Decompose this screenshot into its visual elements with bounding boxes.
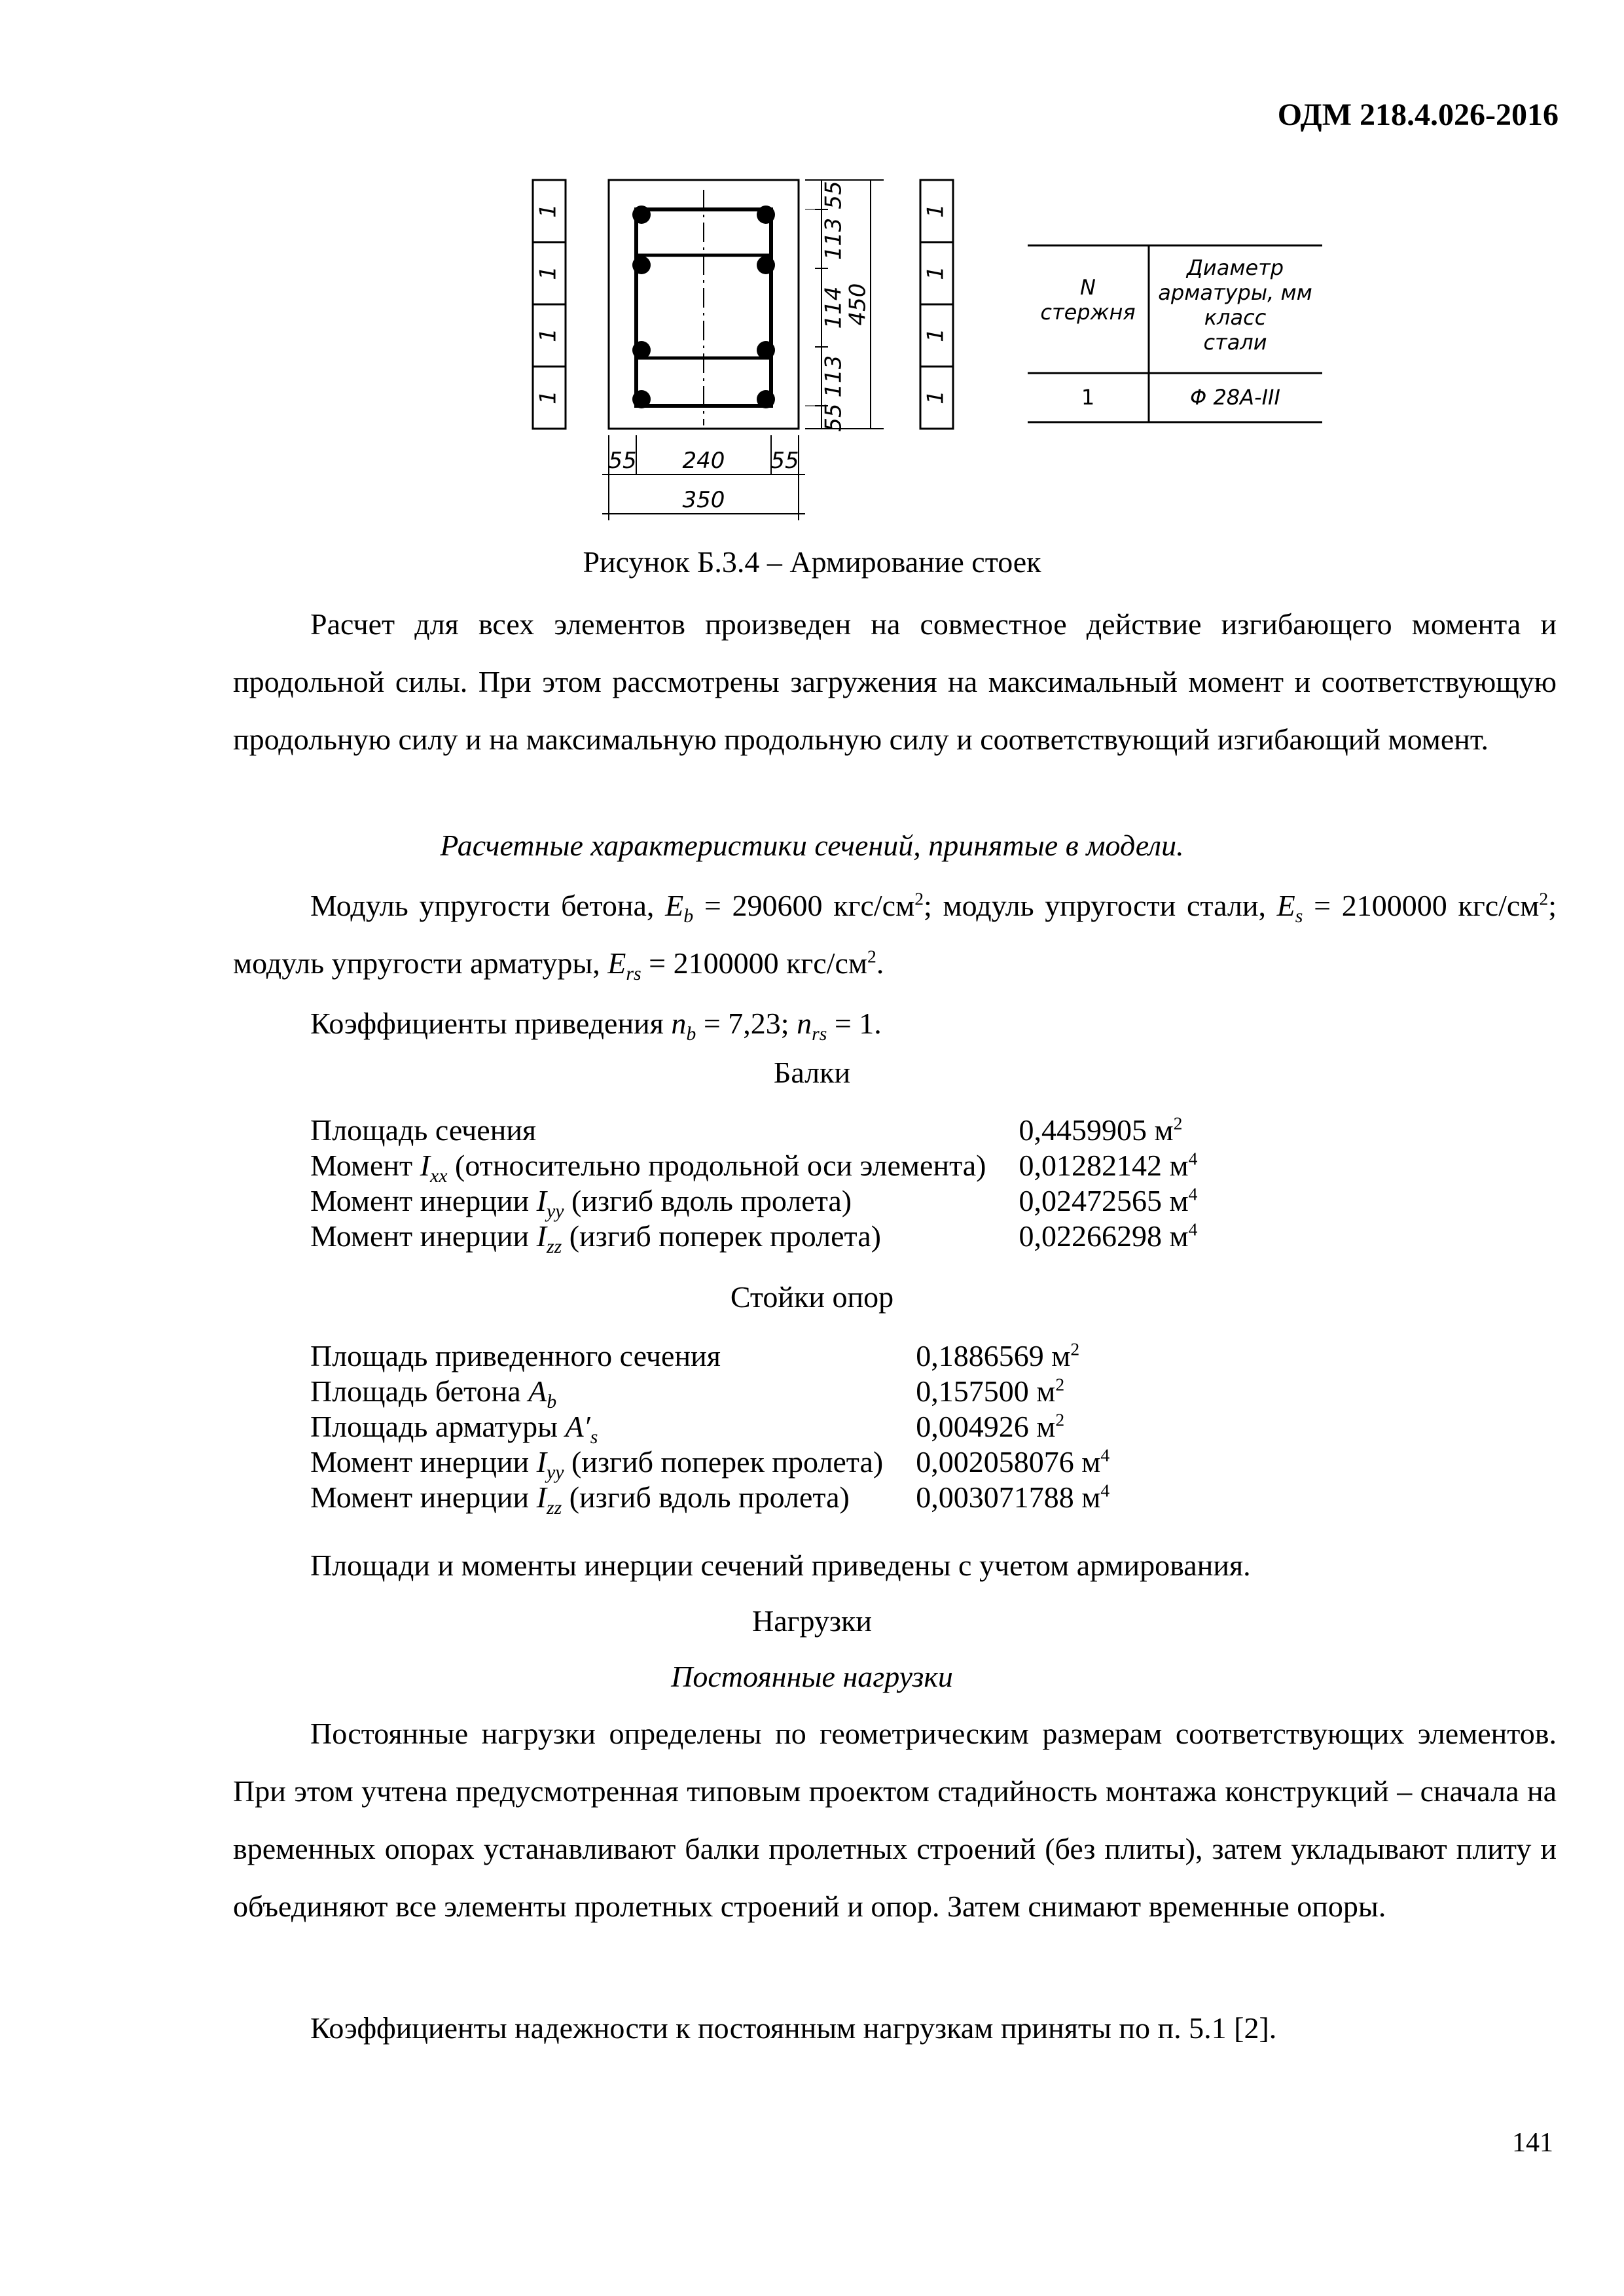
section-heading-loads: Нагрузки bbox=[751, 1604, 873, 1638]
left-bar-label: 1 bbox=[535, 390, 562, 404]
rebar-dot bbox=[757, 390, 775, 408]
dimension-label: 55 bbox=[770, 448, 799, 474]
property-label: Момент инерции $I_{yy}$ (изгиб поперек пролета) bbox=[310, 1445, 884, 1484]
total-width-label: 350 bbox=[682, 487, 725, 513]
rebar-table-header: стержня bbox=[1040, 300, 1136, 325]
property-value: 0,01282142 $м^4$ bbox=[1019, 1148, 1198, 1182]
property-label: Момент инерции $I_{yy}$ (изгиб вдоль пролета) bbox=[310, 1184, 852, 1223]
property-value: 0,004926 $м^2$ bbox=[916, 1409, 1065, 1443]
rebar-dot bbox=[757, 341, 775, 359]
property-label: Момент инерции $I_{zz}$ (изгиб поперек пролета) bbox=[310, 1219, 881, 1258]
paragraph: Расчет для всех элементов произведен на совместное действие изгибающего момента и продольной силы. При этом рассмотрены загружения на максимальный момент и соответствующую продольную силу и на максимальную продольную силу и соответствующий изгибающий момент. bbox=[233, 607, 1557, 756]
rebar-dot bbox=[632, 206, 651, 224]
rebar-table-header: класс bbox=[1204, 305, 1267, 330]
table-row bbox=[310, 1374, 1110, 1409]
total-height-label: 450 bbox=[844, 283, 871, 326]
property-label: Площадь сечения bbox=[310, 1113, 537, 1147]
property-value: 0,157500 $м^2$ bbox=[916, 1374, 1065, 1408]
rebar-dot bbox=[632, 390, 651, 408]
property-value: 0,002058076 $м^4$ bbox=[916, 1444, 1110, 1479]
dimension-label: 113 bbox=[820, 217, 847, 260]
page-number: 141 bbox=[1512, 2128, 1553, 2158]
paragraph: Коэффициенты надежности к постоянным нагрузкам приняты по п. 5.1 [2]. bbox=[310, 2011, 1277, 2045]
section-heading-columns: Стойки опор bbox=[730, 1280, 894, 1314]
table-row bbox=[310, 1219, 1197, 1254]
rebar-table-header: Диаметр bbox=[1186, 255, 1284, 280]
table-row bbox=[310, 1480, 1110, 1515]
reinforcement-drawing bbox=[517, 170, 1342, 537]
subheading: Расчетные характеристики сечений, принятые в модели. bbox=[440, 829, 1184, 862]
paragraph-coefficients: Коэффициенты приведения $n_b = 7,23$; $n_{rs} = 1$. bbox=[310, 1007, 882, 1045]
rebar-dot bbox=[632, 256, 651, 274]
dimension-label: 114 bbox=[820, 286, 847, 329]
rebar-table-header: стали bbox=[1203, 330, 1267, 355]
paragraph: Постоянные нагрузки определены по геометрическим размерам соответствующих элементов. При этом учтена предусмотренная типовым проектом стадийность монтажа конструкций – сначала на временных опорах устанавливают балки пролетных строений (без плиты), затем укладывают плиту и объединяют все элементы пролетных строений и опор. Затем снимают временные опоры. bbox=[233, 1717, 1557, 1923]
table-row bbox=[310, 1444, 1110, 1480]
left-bar-label: 1 bbox=[535, 266, 562, 280]
table-row bbox=[310, 1409, 1110, 1444]
property-label: Площадь приведенного сечения bbox=[310, 1339, 721, 1372]
table-row bbox=[310, 1113, 1197, 1148]
property-label: Площадь бетона $A_b$ bbox=[310, 1374, 557, 1413]
rebar-table-cell: Φ 28А-III bbox=[1190, 385, 1280, 410]
figure-caption: Рисунок Б.3.4 – Армирование стоек bbox=[583, 545, 1041, 579]
left-bar-label: 1 bbox=[535, 328, 562, 342]
right-bar-label: 1 bbox=[922, 328, 949, 342]
property-value: 0,02472565 $м^4$ bbox=[1019, 1183, 1198, 1217]
table-row bbox=[310, 1338, 1110, 1374]
left-bar-label: 1 bbox=[535, 204, 562, 218]
rebar-dot bbox=[632, 341, 651, 359]
table-row bbox=[310, 1148, 1197, 1183]
columns-properties-table bbox=[310, 1338, 1110, 1519]
dimension-label: 240 bbox=[682, 448, 725, 474]
paragraph-moduli: Модуль упругости бетона, $E_b = 290600$ кгс/$см^2$; модуль упругости стали, $E_s = 2100000$ кгс/$см^2$; модуль упругости арматуры, $E_{rs} = 2100000$ кгс/$см^2$. bbox=[233, 888, 1557, 985]
property-label: Площадь арматуры $A'_s$ bbox=[310, 1410, 598, 1448]
property-label: Момент $I_{xx}$ (относительно продольной оси элемента) bbox=[310, 1149, 986, 1187]
property-value: 0,1886569 $м^2$ bbox=[916, 1338, 1080, 1372]
reinforcement-figure bbox=[517, 170, 1342, 537]
section-heading-beams: Балки bbox=[773, 1056, 851, 1089]
rebar-table-cell: 1 bbox=[1081, 385, 1095, 410]
rebar-table-header: арматуры, мм bbox=[1158, 280, 1312, 305]
paragraph-note: Площади и моменты инерции сечений приведены с учетом армирования. bbox=[310, 1549, 1251, 1582]
property-label: Момент инерции $I_{zz}$ (изгиб вдоль пролета) bbox=[310, 1480, 850, 1519]
dimension-label: 55 bbox=[608, 448, 637, 474]
right-bar-label: 1 bbox=[922, 204, 949, 218]
dimension-label: 113 bbox=[820, 355, 847, 398]
table-row bbox=[310, 1183, 1197, 1219]
dimension-label: 55 bbox=[820, 403, 847, 432]
right-bar-label: 1 bbox=[922, 266, 949, 280]
rebar-dot bbox=[757, 206, 775, 224]
property-value: 0,003071788 $м^4$ bbox=[916, 1480, 1110, 1514]
document-code: ОДМ 218.4.026-2016 bbox=[1277, 98, 1559, 132]
beams-properties-table bbox=[310, 1113, 1198, 1258]
rebar-table-header: N bbox=[1080, 275, 1096, 300]
property-value: 0,02266298 $м^4$ bbox=[1019, 1219, 1198, 1253]
rebar-dot bbox=[757, 256, 775, 274]
property-value: 0,4459905 $м^2$ bbox=[1019, 1113, 1183, 1147]
subheading-permanent-loads: Постоянные нагрузки bbox=[671, 1660, 953, 1693]
dimension-label: 55 bbox=[820, 181, 847, 209]
right-bar-label: 1 bbox=[922, 390, 949, 404]
